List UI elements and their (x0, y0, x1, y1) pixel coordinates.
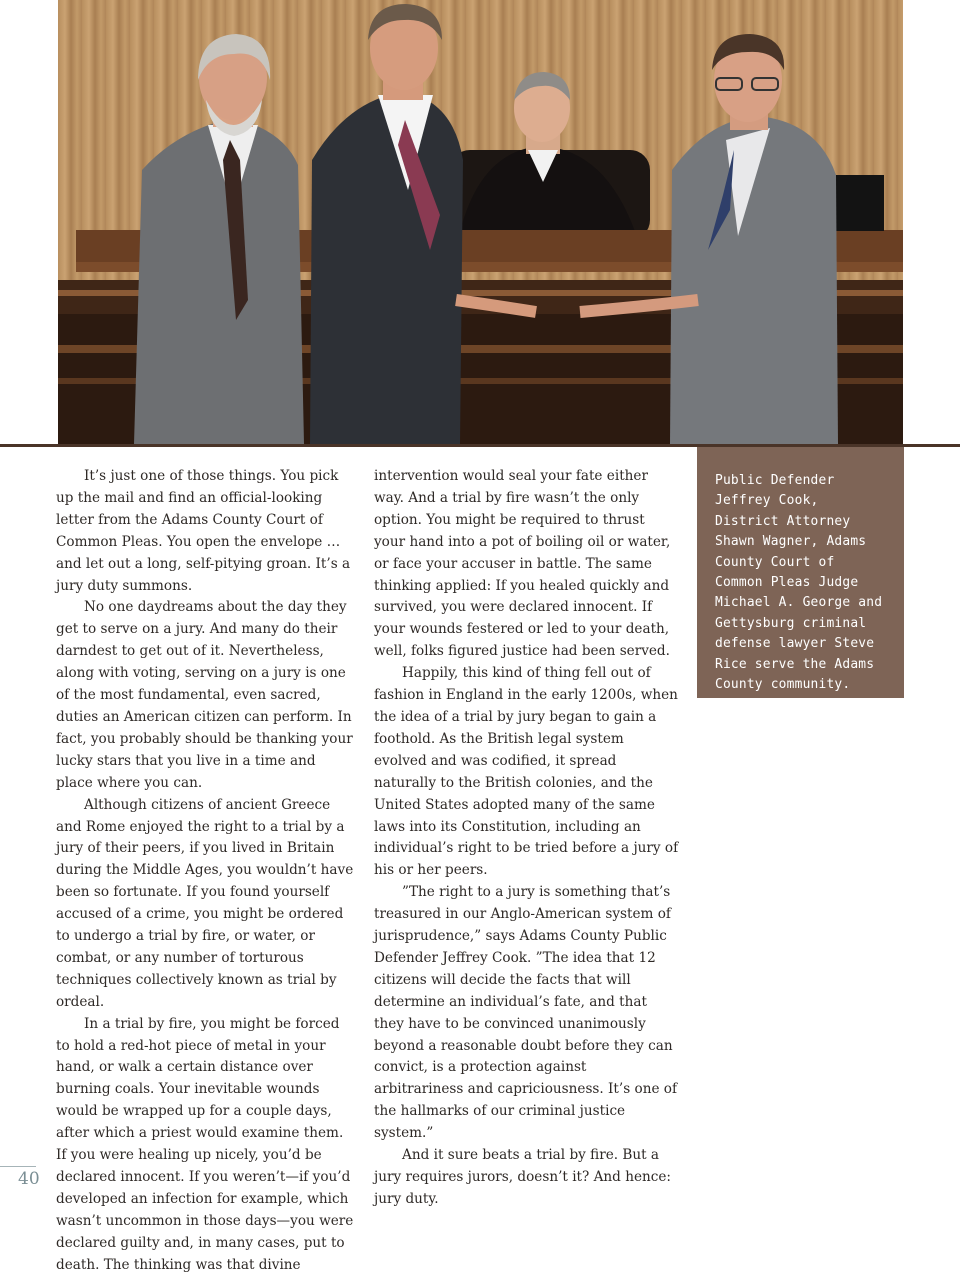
paragraph: And it sure beats a trial by fire. But a jury requires jurors, doesn’t it? And hence: jury duty. (374, 1147, 671, 1207)
paragraph: It’s just one of those things. You pick up the mail and find an official-looking letter from the Adams County Court of Common Pleas. You open the envelope … and let out a long, self-pitying groan. It’s a jury duty summons. (56, 468, 351, 594)
photo-caption (697, 447, 904, 698)
article-column-middle (374, 466, 679, 1211)
paragraph: intervention would seal your fate either way. And a trial by fire wasn’t the only option. You might be required to thrust your hand into a pot of boiling oil or water, or face your accuser in battle. The same thinking applied: If you healed quickly and survived, you were declared innocent. If your wounds festered or led to your death, well, folks figured justice had been served. (374, 468, 671, 660)
courtroom-illustration (58, 0, 903, 444)
article-column-left (56, 466, 356, 1277)
folio-rule (0, 1166, 36, 1167)
paragraph: ”The right to a jury is something that’s treasured in our Anglo-American system of jurisprudence,” says Adams County Public Defender Jeffrey Cook. ”The idea that 12 citizens will decide the facts that will determine an individual’s fate, and that they have to be convinced unanimously beyond a reasonable doubt before they can convict, is a protection against arbitrariness and capriciousness. It’s one of the hallmarks of our criminal justice system.” (374, 884, 678, 1142)
courtroom-photo (58, 0, 903, 444)
paragraph: In a trial by fire, you might be forced to hold a red-hot piece of metal in your hand, or walk a certain distance over burning coals. Your inevitable wounds would be wrapped up for a couple days, after which a priest would examine them. If you were healing up nicely, you’d be declared innocent. If you weren’t—if you’d developed an infection for example, which wasn’t uncommon in those days—you were declared guilty and, in many cases, put to death. The thinking was that divine (56, 1015, 354, 1273)
paragraph: Although citizens of ancient Greece and Rome enjoyed the right to a trial by a jury of their peers, if you lived in Britain during the Middle Ages, you wouldn’t have been so fortunate. If you found yourself accused of a crime, you might be ordered to undergo a trial by fire, or water, or combat, or any number of torturous techniques collectively known as trial by ordeal. (56, 796, 354, 1010)
caption-text: Public Defender Jeffrey Cook, District Attorney Shawn Wagner, Adams County Court of Common Pleas Judge Michael A. George and Gettysburg criminal defense lawyer Steve Rice serve the Adams County community. (715, 473, 883, 693)
paragraph: No one daydreams about the day they get to serve on a jury. And many do their darndest to get out of it. Nevertheless, along with voting, serving on a jury is one of the most fundamental, even sacred, duties an American citizen can perform. In fact, you probably should be thanking your lucky stars that you live in a time and place where you can. (56, 599, 353, 791)
page-number: 40 (18, 1169, 40, 1189)
paragraph: Happily, this kind of thing fell out of fashion in England in the early 1200s, when the idea of a trial by jury began to gain a foothold. As the British legal system evolved and was codified, it spread naturally to the British colonies, and the United States adopted many of the same laws into its Constitution, including an individual’s right to be tried before a jury of his or her peers. (374, 665, 679, 879)
